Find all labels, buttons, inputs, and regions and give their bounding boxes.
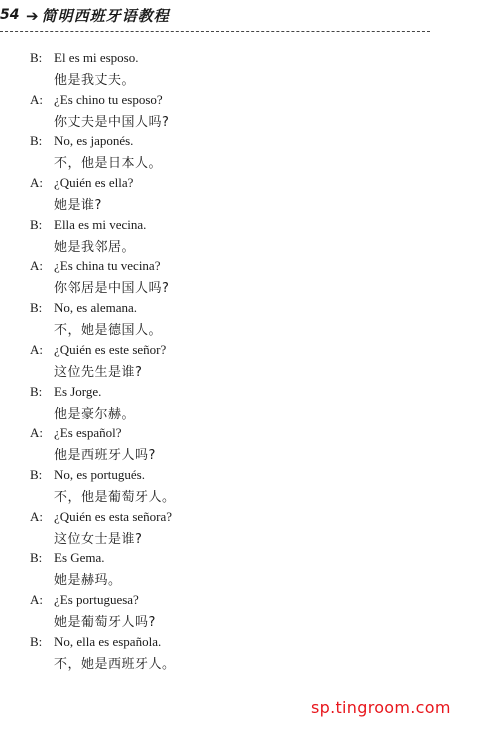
dialogue-turn <box>30 467 450 509</box>
speaker-label: B: <box>30 633 43 649</box>
chinese-translation: 她是我邻居。 <box>54 239 136 255</box>
speaker-label: A: <box>30 175 43 191</box>
speaker-label: B: <box>30 383 43 399</box>
dialogue-turn <box>30 300 450 342</box>
speaker-label: B: <box>30 216 43 232</box>
chinese-translation: 她是葡萄牙人吗? <box>54 614 156 630</box>
chinese-translation: 她是赫玛。 <box>54 573 122 589</box>
dialogue-turn <box>30 175 450 217</box>
spanish-line: ¿Es español? <box>54 425 122 441</box>
dialogue-turn <box>30 509 450 551</box>
spanish-line: No, ella es española. <box>54 633 162 649</box>
arrow-right-icon: ➔ <box>26 7 40 25</box>
watermark: sp.tingroom.com <box>311 698 451 717</box>
spanish-line: ¿Es chino tu esposo? <box>54 91 163 107</box>
spanish-line: ¿Quién es ella? <box>54 175 134 191</box>
chinese-translation: 不，她是德国人。 <box>54 323 163 339</box>
speaker-label: B: <box>30 466 43 482</box>
spanish-line: Es Gema. <box>54 550 105 566</box>
chinese-translation: 你丈夫是中国人吗? <box>54 114 170 130</box>
speaker-label: A: <box>30 508 43 524</box>
spanish-line: ¿Quién es este señor? <box>54 341 167 357</box>
spanish-line: ¿Quién es esta señora? <box>54 508 173 524</box>
chinese-translation: 不，他是日本人。 <box>54 156 163 172</box>
speaker-label: B: <box>30 133 43 149</box>
spanish-line: No, es alemana. <box>54 300 138 316</box>
dialogue-turn <box>30 550 450 592</box>
spanish-line: Ella es mi vecina. <box>54 216 147 232</box>
chinese-translation: 不，她是西班牙人。 <box>54 656 176 672</box>
dialogue-turn <box>30 592 450 634</box>
speaker-label: A: <box>30 341 43 357</box>
dialogue-turn <box>30 634 450 676</box>
chinese-translation: 他是西班牙人吗? <box>54 448 156 464</box>
dialogue-turn <box>30 217 450 259</box>
dialogue-turn <box>30 384 450 426</box>
dialogue-turn <box>30 258 450 300</box>
speaker-label: B: <box>30 50 43 65</box>
speaker-label: A: <box>30 591 43 607</box>
chinese-translation: 他是豪尔赫。 <box>54 406 136 422</box>
spanish-line: No, es japonés. <box>54 133 134 149</box>
page-number: 54 <box>0 7 20 23</box>
chinese-translation: 不，他是葡萄牙人。 <box>54 489 176 505</box>
speaker-label: A: <box>30 258 43 274</box>
spanish-line: El es mi esposo. <box>54 50 139 65</box>
spanish-line: ¿Es china tu vecina? <box>54 258 161 274</box>
dialogue-turn <box>30 425 450 467</box>
speaker-label: B: <box>30 300 43 316</box>
chinese-translation: 她是谁? <box>54 198 102 214</box>
spanish-line: Es Jorge. <box>54 383 102 399</box>
chinese-translation: 你邻居是中国人吗? <box>54 281 170 297</box>
chinese-translation: 这位女士是谁? <box>54 531 143 547</box>
dialogue <box>30 50 450 675</box>
chinese-translation: 这位先生是谁? <box>54 364 143 380</box>
dialogue-turn <box>30 50 450 92</box>
speaker-label: B: <box>30 550 43 566</box>
dialogue-turn <box>30 342 450 384</box>
page-header <box>0 4 480 30</box>
spanish-line: ¿Es portuguesa? <box>54 591 139 607</box>
dialogue-turn <box>30 133 450 175</box>
book-title <box>26 5 170 26</box>
header-divider <box>0 31 430 32</box>
book-title-text: 简明西班牙语教程 <box>41 7 170 25</box>
speaker-label: A: <box>30 91 43 107</box>
chinese-translation: 他是我丈夫。 <box>54 73 136 88</box>
speaker-label: A: <box>30 425 43 441</box>
spanish-line: No, es portugués. <box>54 466 145 482</box>
dialogue-turn <box>30 92 450 134</box>
